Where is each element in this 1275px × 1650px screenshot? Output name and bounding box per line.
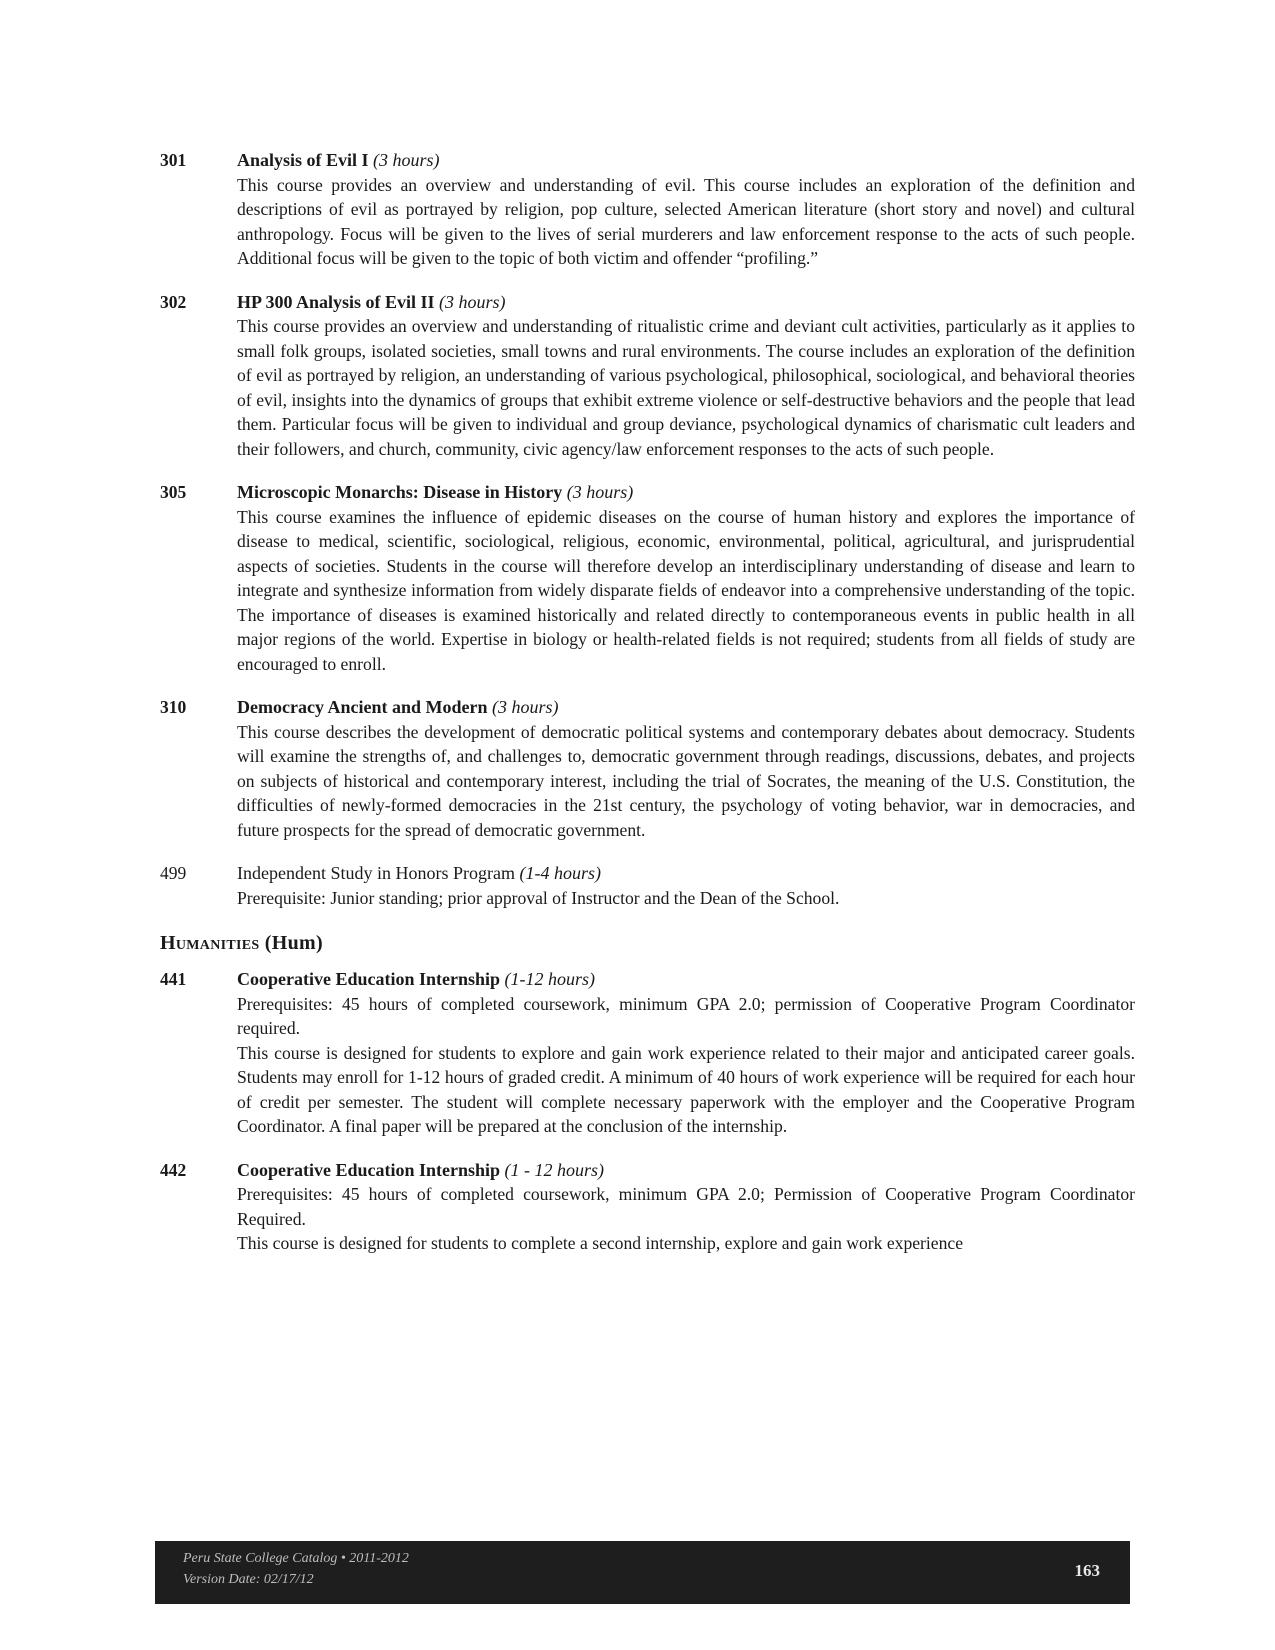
course-content [237,695,1135,842]
course-title: Independent Study in Honors Program [237,863,515,883]
course-description: This course is designed for students to complete a second internship, explore and gain work experience [237,1233,964,1253]
section-heading-humanities [160,932,1135,955]
course-entry [160,148,1135,271]
course-title-line [237,967,1135,992]
course-entry [160,861,1135,910]
course-title-line [237,1158,1135,1183]
course-hours: (3 hours) [439,291,506,312]
course-hours: (3 hours) [566,482,634,502]
course-group-honors [160,148,1135,910]
course-entry [160,695,1135,842]
course-content [237,148,1135,271]
course-hours: (1-12 hours) [504,969,596,989]
course-title: Microscopic Monarchs: Disease in History [237,482,563,502]
course-number: 305 [160,482,187,502]
section-name: Humanities [160,932,260,954]
course-hours: (1 - 12 hours) [504,1159,605,1180]
course-entry [160,967,1135,1139]
course-number: 442 [160,1159,187,1180]
course-hours: (1-4 hours) [519,863,601,883]
course-description: This course is designed for students to explore and gain work experience related to their major and anticipated career goals. Students may enroll for 1-12 hours of graded credit. A minimum of 40 hours of work experience will be required for each hour of credit per semester. The student will complete necessary paperwork with the employer and the Cooperative Program Coordinator. A final paper will be prepared at the conclusion of the internship. [237,1042,1135,1136]
course-description: Prerequisites: 45 hours of completed coursework, minimum GPA 2.0; Permission of Cooperative Program Coordinator Required. [237,1184,1135,1229]
course-description: This course examines the influence of epidemic diseases on the course of human history and explores the importance of disease to medical, scientific, sociological, religious, economic, environmental, political, agricultural, and jurisprudential aspects of societies. Students in the course will therefore develop an interdisciplinary understanding of disease and learn to integrate and synthesize information from widely disparate fields of endeavor into a comprehensive understanding of the topic. The importance of diseases is examined historically and related directly to contemporaneous events in public health in all major regions of the world. Expertise in biology or health-related fields is not required; students from all fields of study are encouraged to enroll. [237,506,1135,674]
course-title: Cooperative Education Internship [237,969,501,989]
course-description: This course provides an overview and understanding of ritualistic crime and deviant cult activities, particularly as it applies to small folk groups, isolated societies, small towns and rural environments. The course includes an exploration of the definition of evil as portrayed by religion, an understanding of various psychological, philosophical, sociological, and behavioral theories of evil, insights into the dynamics of groups that exhibit extreme violence or self-destructive behaviors and the people that lead them. Particular focus will be given to individual and group deviance, psychological dynamics of charismatic cult leaders and their followers, and church, community, civic agency/law enforcement responses to the acts of such people. [237,316,1135,459]
course-description: This course describes the development of democratic political systems and contemporary debates about democracy. Students will examine the strengths of, and challenges to, democratic government through readings, discussions, debates, and projects on subjects of historical and contemporary interest, including the trial of Socrates, the meaning of the U.S. Constitution, the difficulties of newly-formed democracies in the 21st century, the psychology of voting behavior, war in democracies, and future prospects for the spread of democratic government. [237,721,1135,840]
course-content [237,480,1135,676]
course-group-humanities [160,967,1135,1256]
course-content [237,967,1135,1139]
course-title: Cooperative Education Internship [237,1159,501,1180]
course-title: HP 300 Analysis of Evil II [237,291,435,312]
course-number: 302 [160,291,187,312]
course-title-line [237,148,1135,173]
course-hours: (3 hours) [373,150,440,170]
course-entry [160,290,1135,462]
footer-catalog-title: Peru State College Catalog • 2011-2012 [183,1551,409,1566]
course-title-line [237,695,1135,720]
course-number: 301 [160,150,187,170]
page-footer [155,1541,1130,1604]
course-list [160,148,1135,1275]
course-number: 499 [160,863,187,883]
course-title-line [237,290,1135,315]
course-title: Analysis of Evil I [237,150,369,170]
course-number: 441 [160,969,187,989]
course-content [237,1158,1135,1256]
section-abbr: (Hum) [264,932,323,954]
course-hours: (3 hours) [491,697,559,717]
course-description: Prerequisite: Junior standing; prior approval of Instructor and the Dean of the School. [237,887,840,908]
course-entry [160,480,1135,676]
course-entry [160,1158,1135,1256]
course-description: This course provides an overview and understanding of evil. This course includes an exploration of the definition and descriptions of evil as portrayed by religion, pop culture, selected American literature (short story and novel) and cultural anthropology. Focus will be given to the lives of serial murderers and law enforcement response to the acts of such people. Additional focus will be given to the topic of both victim and offender “profiling.” [237,174,1135,268]
course-description: Prerequisites: 45 hours of completed coursework, minimum GPA 2.0; permission of Cooperative Program Coordinator required. [237,993,1135,1038]
course-content [237,861,1135,910]
course-title: Democracy Ancient and Modern [237,697,488,717]
course-title-line [237,861,1135,886]
course-title-line [237,480,1135,505]
course-content [237,290,1135,462]
footer-version-date: Version Date: 02/17/12 [183,1572,314,1587]
page-number: 163 [1074,1561,1100,1580]
course-number: 310 [160,697,187,717]
